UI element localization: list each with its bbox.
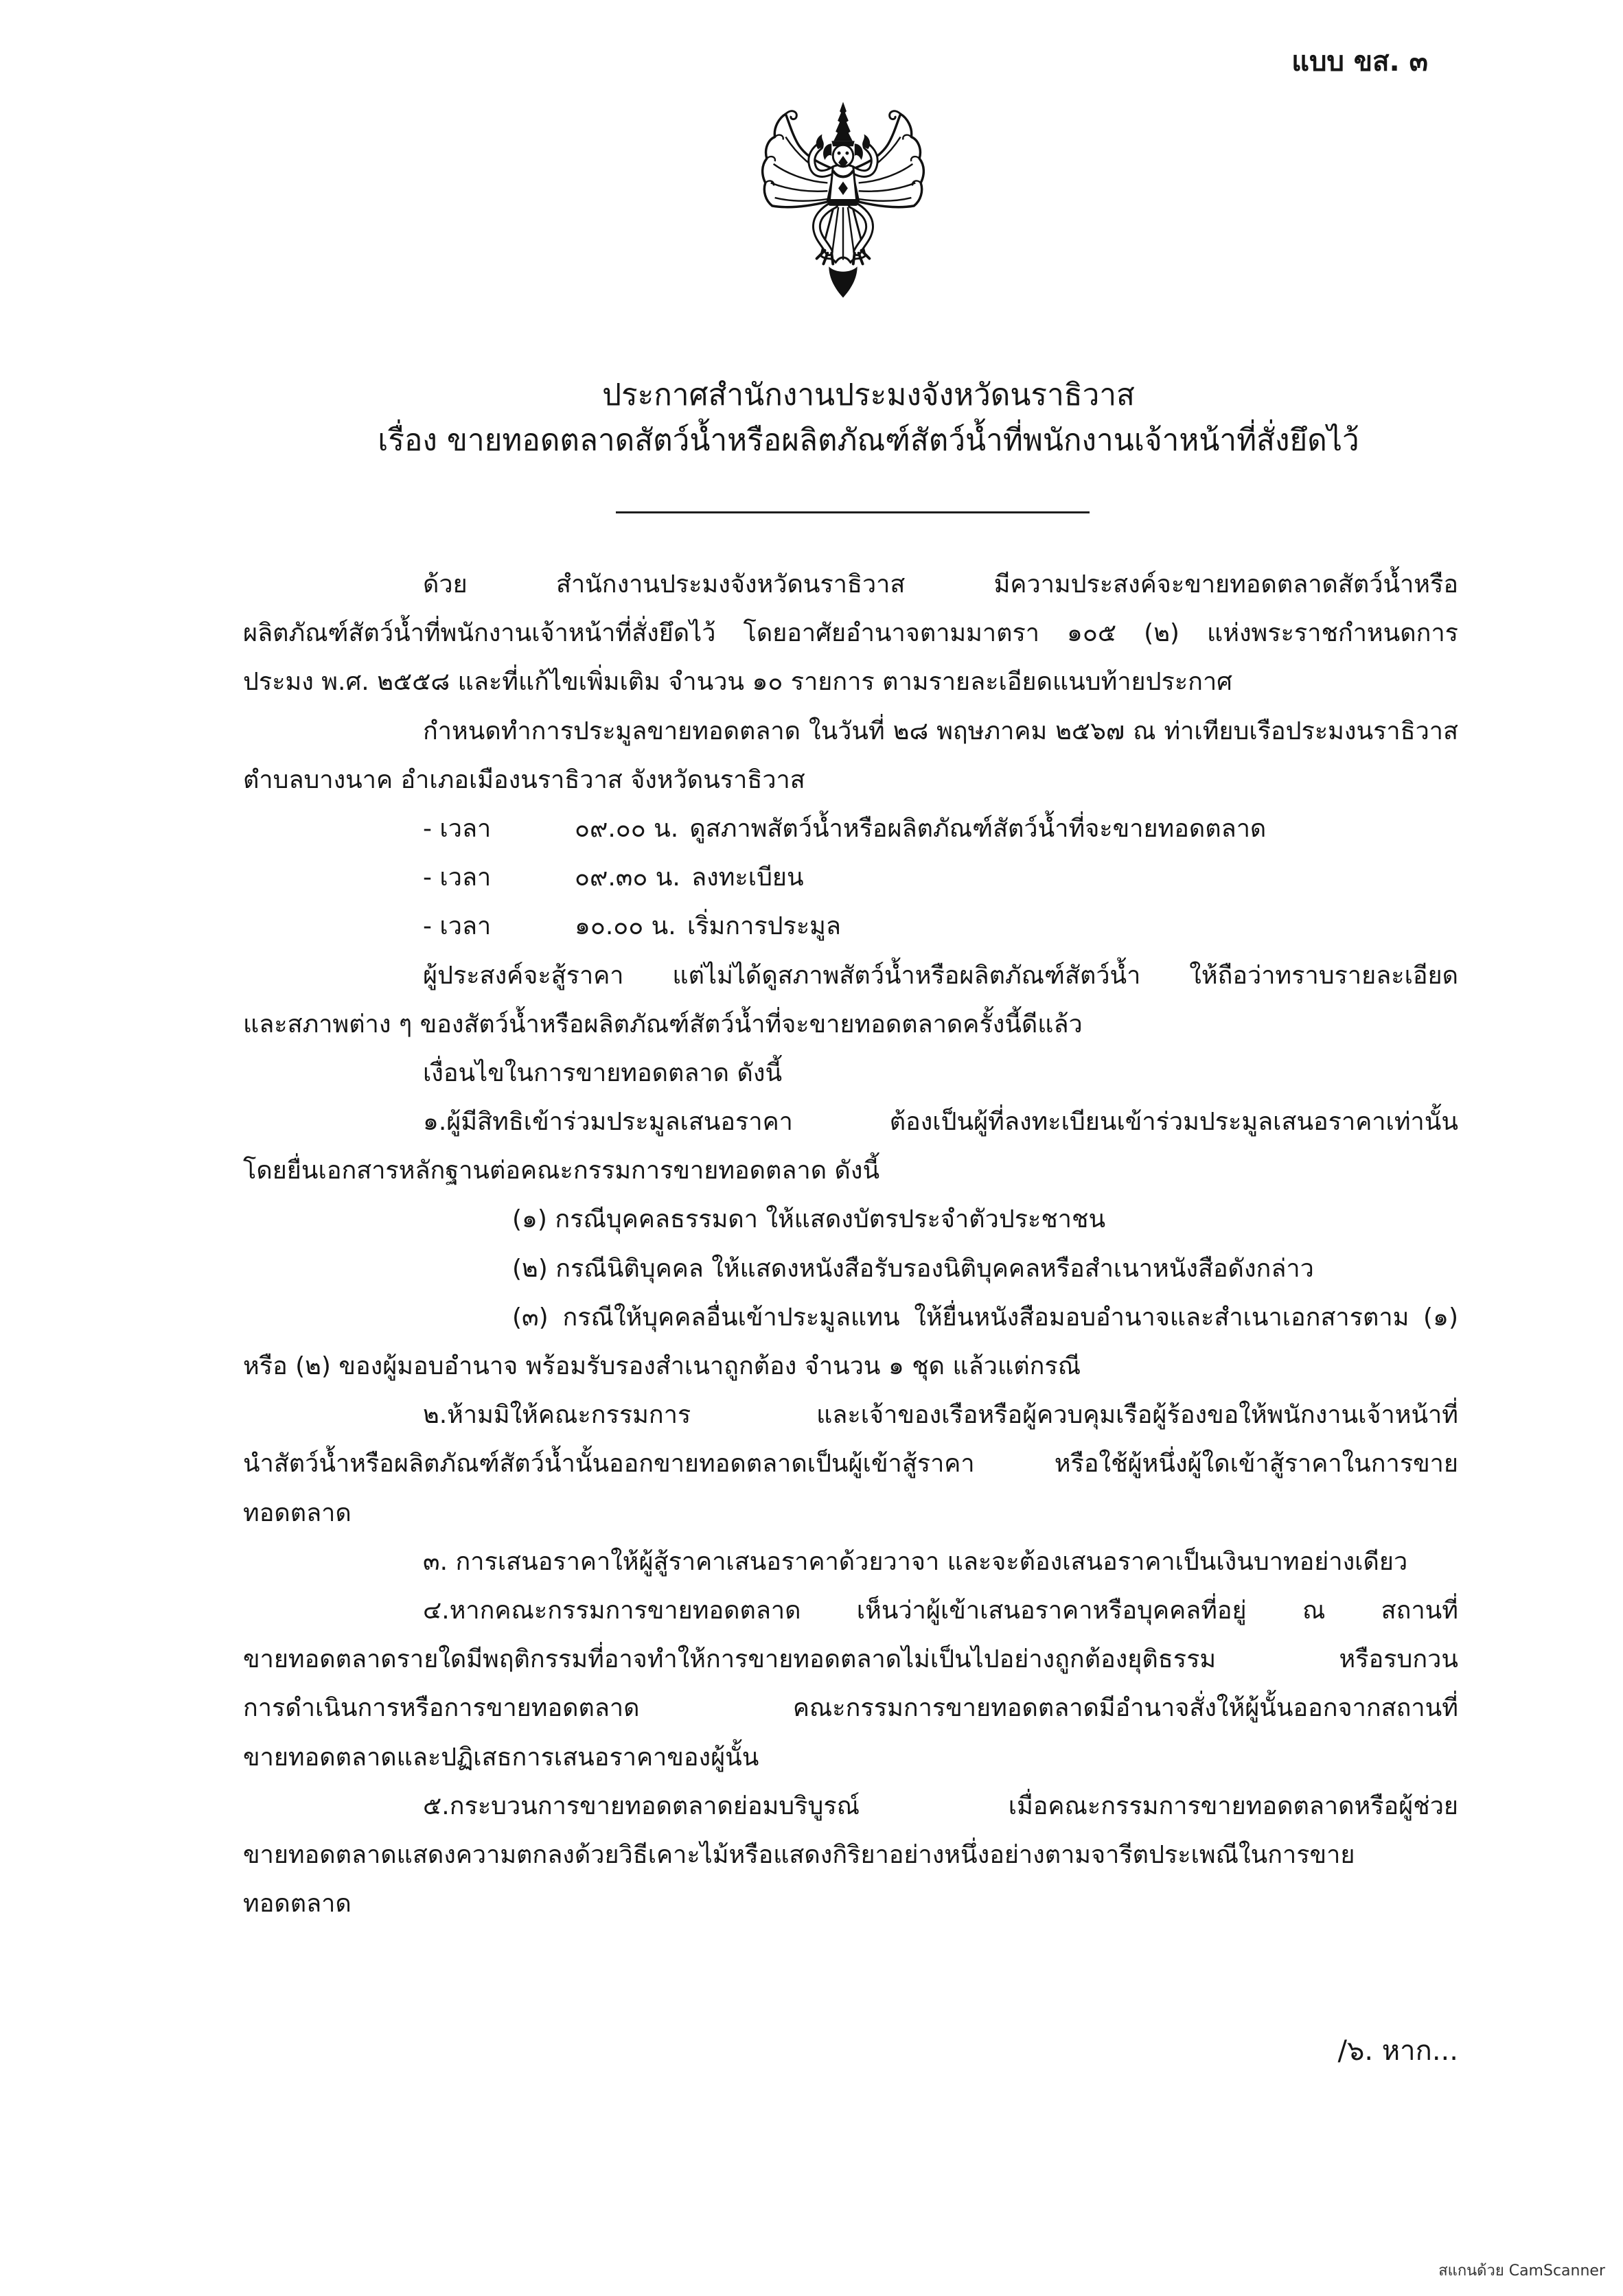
condition-line: ๕.กระบวนการขายทอดตลาดย่อมบริบูรณ์ เมื่อคณะกรรมการขายทอดตลาดหรือผู้ช่วย — [423, 1791, 1458, 1820]
schedule-list — [243, 804, 1458, 951]
auction-date-line: กำหนดทำการประมูลขายทอดตลาด ในวันที่ ๒๘ พฤษภาคม ๒๕๖๗ ณ ท่าเทียบเรือประมงนราธิวาส — [423, 717, 1458, 745]
garuda-emblem-icon — [759, 99, 928, 302]
schedule-activity: เริ่มการประมูล — [687, 912, 841, 941]
announcement-body — [243, 560, 1458, 1928]
schedule-activity: ดูสภาพสัตว์น้ำหรือผลิตภัณฑ์สัตว์น้ำที่จะขายทอดตลาด — [689, 814, 1267, 843]
intro-paragraph — [243, 560, 1458, 707]
auction-date-paragraph — [243, 707, 1458, 804]
notice-paragraph — [243, 951, 1458, 1049]
conditions-heading: เงื่อนไขในการขายทอดตลาด ดังนี้ — [423, 1058, 783, 1087]
scanner-watermark: สแกนด้วย CamScanner — [1438, 2262, 1605, 2280]
condition-sub-item-line: (๓) กรณีให้บุคคลอื่นเข้าประมูลแทน ให้ยื่นหนังสือมอบอำนาจและสำเนาเอกสารตาม (๑) — [512, 1303, 1458, 1332]
condition-line: การดำเนินการหรือการขายทอดตลาด คณะกรรมการขายทอดตลาดมีอำนาจสั่งให้ผู้นั้นออกจากสถานที่ — [243, 1694, 1458, 1723]
condition-sub-item-line: หรือ (๒) ของผู้มอบอำนาจ พร้อมรับรองสำเนาถูกต้อง จำนวน ๑ ชุด แล้วแต่กรณี — [243, 1352, 1081, 1380]
condition-line: นำสัตว์น้ำหรือผลิตภัณฑ์สัตว์น้ำนั้นออกขายทอดตลาดเป็นผู้เข้าสู้ราคา หรือใช้ผู้หนึ่งผู้ใดเข้าสู้ราคาในการขาย — [243, 1450, 1458, 1479]
condition-sub-item-line: (๒) กรณีนิติบุคคล ให้แสดงหนังสือรับรองนิติบุคคลหรือสำเนาหนังสือดังกล่าว — [512, 1254, 1314, 1283]
schedule-item — [243, 902, 1458, 951]
condition-line: ขายทอดตลาดแสดงความตกลงด้วยวิธีเคาะไม้หรือแสดงกิริยาอย่างหนึ่งอย่างตามจารีตประเพณีในการขาย — [243, 1840, 1355, 1869]
condition-line: ๑.ผู้มีสิทธิเข้าร่วมประมูลเสนอราคา ต้องเป็นผู้ที่ลงทะเบียนเข้าร่วมประมูลเสนอราคาเท่านั้น — [423, 1108, 1458, 1137]
intro-line: ด้วย สำนักงานประมงจังหวัดนราธิวาส มีความประสงค์จะขายทอดตลาดสัตว์น้ำหรือ — [423, 570, 1458, 599]
announcement-title: ประกาศสำนักงานประมงจังหวัดนราธิวาส — [602, 378, 1135, 413]
intro-line: ประมง พ.ศ. ๒๕๕๘ และที่แก้ไขเพิ่มเติม จำนวน ๑๐ รายการ ตามรายละเอียดแนบท้ายประกาศ — [243, 668, 1233, 697]
schedule-label: - เวลา — [423, 912, 492, 941]
continuation-marker: /๖. หาก... — [1337, 2035, 1458, 2067]
condition-line: ทอดตลาด — [243, 1890, 352, 1918]
announcement-header — [261, 373, 1476, 463]
condition-line: ขายทอดตลาดรายใดมีพฤติกรรมที่อาจทำให้การขายทอดตลาดไม่เป็นไปอย่างถูกต้องยุติธรรม หรือรบกวน — [243, 1645, 1458, 1674]
condition-line: ขายทอดตลาดและปฏิเสธการเสนอราคาของผู้นั้น — [243, 1743, 759, 1772]
condition-line: ๒.ห้ามมิให้คณะกรรมการ และเจ้าของเรือหรือผู้ควบคุมเรือผู้ร้องขอให้พนักงานเจ้าหน้าที่ — [423, 1401, 1458, 1430]
condition-2 — [243, 1391, 1458, 1538]
schedule-label: - เวลา — [423, 814, 492, 843]
condition-line: โดยยื่นเอกสารหลักฐานต่อคณะกรรมการขายทอดตลาด ดังนี้ — [243, 1157, 880, 1185]
announcement-subject: เรื่อง ขายทอดตลาดสัตว์น้ำหรือผลิตภัณฑ์สัตว์น้ำที่พนักงานเจ้าหน้าที่สั่งยึดไว้ — [378, 423, 1359, 458]
schedule-time: ๐๙.๐๐ น. — [575, 814, 679, 843]
condition-line: ๔.หากคณะกรรมการขายทอดตลาด เห็นว่าผู้เข้าเสนอราคาหรือบุคคลที่อยู่ ณ สถานที่ — [423, 1596, 1458, 1625]
condition-sub-item-line: (๑) กรณีบุคคลธรรมดา ให้แสดงบัตรประจำตัวประชาชน — [512, 1205, 1106, 1234]
condition-line: ทอดตลาด — [243, 1498, 352, 1527]
notice-line: ผู้ประสงค์จะสู้ราคา แต่ไม่ได้ดูสภาพสัตว์น้ำหรือผลิตภัณฑ์สัตว์น้ำ ให้ถือว่าทราบรายละเอียด — [423, 961, 1458, 990]
condition-4 — [243, 1586, 1458, 1782]
schedule-activity: ลงทะเบียน — [691, 863, 804, 892]
intro-line: ผลิตภัณฑ์สัตว์น้ำที่พนักงานเจ้าหน้าที่สั่งยึดไว้ โดยอาศัยอำนาจตามมาตรา ๑๐๕ (๒) แห่งพระราชกำหนดการ — [243, 619, 1458, 648]
condition-1 — [243, 1098, 1458, 1391]
schedule-item — [243, 804, 1458, 853]
notice-line: และสภาพต่าง ๆ ของสัตว์น้ำหรือผลิตภัณฑ์สัตว์น้ำที่จะขายทอดตลาดครั้งนี้ดีแล้ว — [243, 1010, 1083, 1039]
schedule-item — [243, 853, 1458, 902]
schedule-time: ๐๙.๓๐ น. — [575, 863, 680, 892]
condition-3 — [243, 1538, 1458, 1586]
title-separator — [616, 511, 1090, 513]
condition-line: ๓. การเสนอราคาให้ผู้สู้ราคาเสนอราคาด้วยวาจา และจะต้องเสนอราคาเป็นเงินบาทอย่างเดียว — [423, 1547, 1408, 1576]
condition-5 — [243, 1782, 1458, 1929]
schedule-time: ๑๐.๐๐ น. — [575, 912, 676, 941]
form-code: แบบ ขส. ๓ — [1291, 46, 1428, 78]
auction-date-line: ตำบลบางนาค อำเภอเมืองนราธิวาส จังหวัดนราธิวาส — [243, 765, 805, 794]
schedule-label: - เวลา — [423, 863, 492, 892]
